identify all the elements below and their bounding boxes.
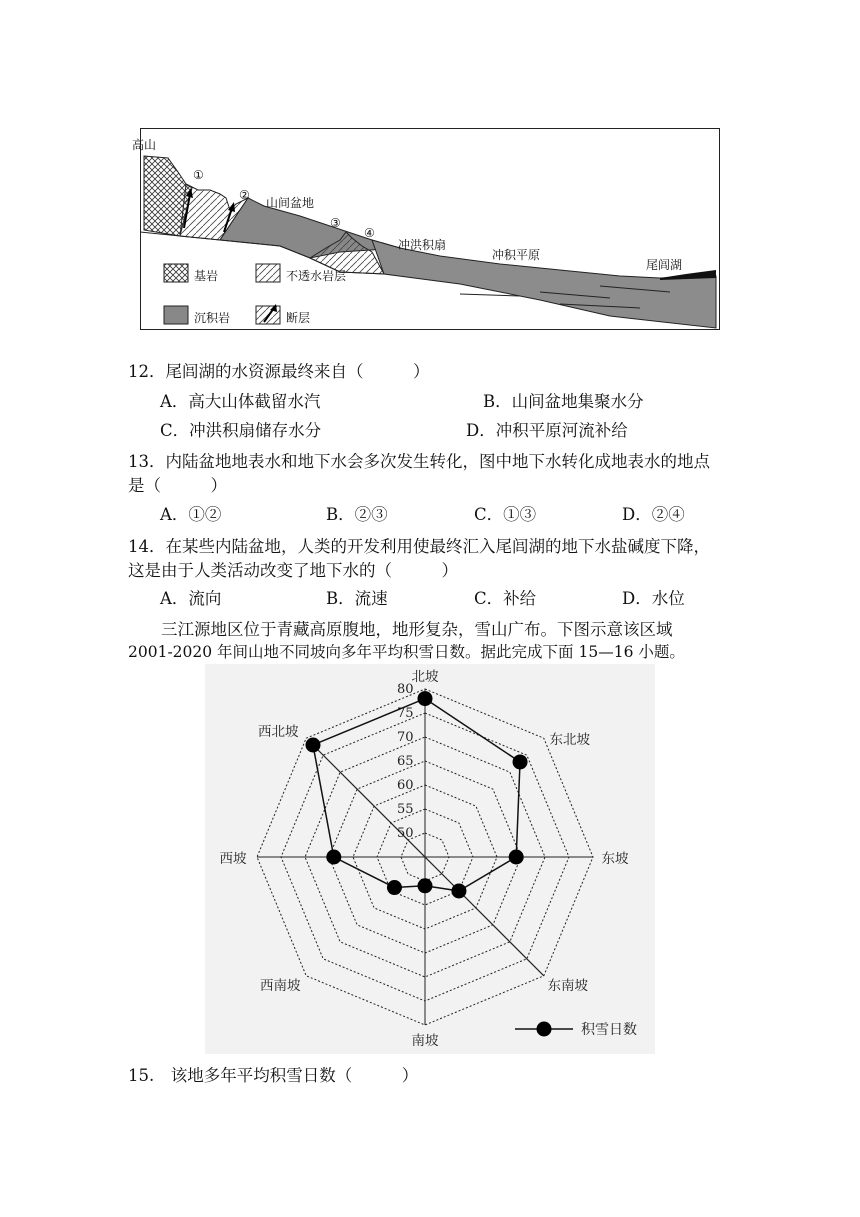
category-label-南坡: 南坡	[411, 1033, 439, 1049]
legend-fault-label: 断层	[286, 311, 311, 325]
data-point-南坡	[418, 878, 433, 893]
label-alluvial-plain: 冲积平原	[492, 248, 541, 262]
q13-option-d[interactable]: D．②④	[622, 505, 685, 524]
data-point-北坡	[418, 691, 433, 706]
legend-marker	[537, 1022, 552, 1037]
tick-label-50: 50	[397, 826, 414, 841]
tick-label-75: 75	[397, 706, 414, 721]
data-point-西坡	[326, 850, 341, 865]
profile-svg	[140, 128, 720, 336]
geologic-profile-figure	[132, 128, 720, 336]
q15-stem: 15. 该地多年平均积雪日数（ ）	[128, 1066, 419, 1085]
legend-sedimentary-label: 沉积岩	[194, 311, 231, 325]
q14-option-a[interactable]: A．流向	[160, 589, 222, 608]
label-high-mountain: 高山	[132, 138, 157, 152]
q12-option-c[interactable]: C．冲洪积扇储存水分	[160, 421, 322, 440]
category-label-东北坡: 东北坡	[549, 732, 591, 749]
radar-svg	[205, 664, 655, 1054]
label-point-4: ④	[364, 226, 375, 240]
q14-option-d[interactable]: D．水位	[622, 589, 685, 608]
q14-option-b[interactable]: B．流速	[326, 589, 388, 608]
q14-option-c[interactable]: C．补给	[474, 589, 537, 608]
label-point-2: ②	[239, 188, 250, 202]
category-label-东南坡: 东南坡	[547, 977, 589, 994]
category-label-北坡: 北坡	[411, 669, 439, 685]
series-line	[313, 699, 520, 891]
tick-label-70: 70	[397, 730, 414, 745]
tick-label-60: 60	[397, 778, 414, 793]
label-point-1: ①	[193, 168, 204, 182]
category-label-西坡: 西坡	[219, 851, 247, 867]
q13-stem-line2: 是（ ）	[128, 476, 227, 495]
legend-label: 积雪日数	[581, 1022, 637, 1038]
intro-line-2: 2001-2020 年间山地不同坡向多年平均积雪日数。据此完成下面 15—16 小题。	[128, 643, 685, 661]
intro-line-1: 三江源地区位于青藏高原腹地，地形复杂，雪山广布。下图示意该区域	[128, 620, 673, 639]
data-point-东南坡	[451, 883, 466, 898]
category-label-西北坡: 西北坡	[257, 724, 299, 741]
legend-sedimentary-swatch	[164, 306, 188, 324]
tick-label-80: 80	[397, 682, 414, 697]
data-point-东北坡	[513, 754, 528, 769]
category-label-西南坡: 西南坡	[259, 977, 301, 994]
q12-option-a[interactable]: A．高大山体截留水汽	[160, 392, 321, 411]
legend-bedrock-swatch	[164, 264, 188, 282]
tick-label-65: 65	[397, 754, 414, 769]
q12-option-b[interactable]: B．山间盆地集聚水分	[483, 392, 644, 411]
legend-impermeable-swatch	[256, 264, 280, 282]
q13-option-a[interactable]: A．①②	[160, 505, 222, 524]
data-point-西北坡	[305, 737, 320, 752]
category-label-东坡: 东坡	[601, 851, 629, 867]
q14-stem-line1: 14．在某些内陆盆地，人类的开发利用使最终汇入尾闾湖的地下水盐碱度下降，	[128, 537, 710, 556]
label-basin: 山间盆地	[266, 196, 315, 210]
q13-option-b[interactable]: B．②③	[326, 505, 388, 524]
snow-days-radar-chart	[205, 664, 655, 1054]
tick-label-55: 55	[397, 802, 414, 817]
q12-option-d[interactable]: D．冲积平原河流补给	[466, 421, 628, 440]
label-tail-lake: 尾闾湖	[646, 258, 683, 272]
data-point-西南坡	[387, 880, 402, 895]
q14-stem-line2: 这是由于人类活动改变了地下水的（ ）	[128, 561, 458, 580]
q13-stem-line1: 13．内陆盆地地表水和地下水会多次发生转化，图中地下水转化成地表水的地点	[128, 452, 710, 471]
q13-option-c[interactable]: C．①③	[474, 505, 537, 524]
legend-impermeable-label: 不透水岩层	[286, 269, 347, 283]
label-point-3: ③	[330, 216, 341, 230]
legend-bedrock-label: 基岩	[194, 269, 219, 283]
data-point-东坡	[509, 850, 524, 865]
label-alluvial-fan: 冲洪积扇	[398, 238, 447, 252]
q12-stem: 12．尾闾湖的水资源最终来自（ ）	[128, 362, 430, 381]
